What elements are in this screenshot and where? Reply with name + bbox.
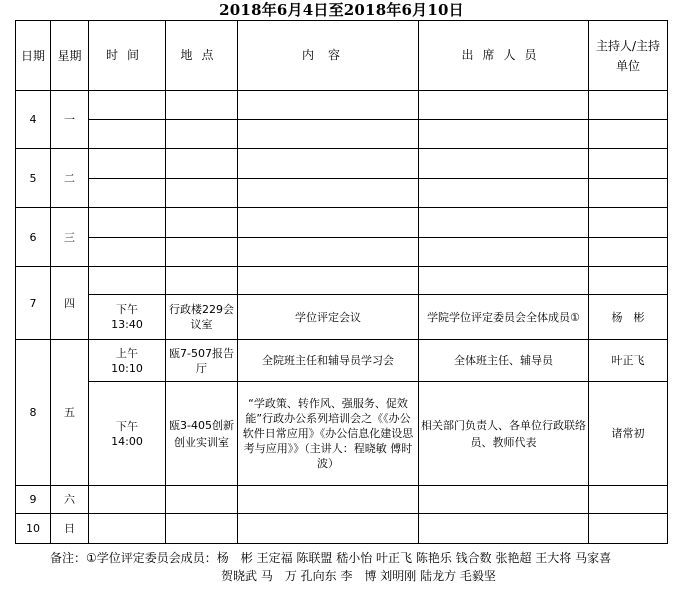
event-period: 下午	[116, 419, 138, 433]
weekday-cell: 二	[51, 149, 89, 208]
table-row	[16, 382, 668, 486]
event-place: 瓯7-507报告厅	[166, 340, 238, 382]
event-clock: 14:00	[111, 434, 143, 448]
table-row	[16, 295, 668, 340]
event-time	[89, 295, 166, 340]
event-host: 杨 彬	[589, 295, 668, 340]
event-content: 学位评定会议	[238, 295, 419, 340]
date-cell: 9	[16, 486, 51, 514]
date-cell: 7	[16, 267, 51, 340]
event-attendees: 学院学位评定委员会全体成员①	[419, 295, 589, 340]
header-place: 地点	[166, 21, 238, 91]
table-row	[16, 267, 668, 295]
footnote-line-2: 贺晓武 马 万 孔向东 李 博 刘明刚 陆龙方 毛毅坚	[221, 569, 496, 583]
event-host: 叶正飞	[589, 340, 668, 382]
event-time	[89, 382, 166, 486]
table-row	[16, 91, 668, 120]
event-host: 诸常初	[589, 382, 668, 486]
header-content: 内容	[238, 21, 419, 91]
date-cell: 8	[16, 340, 51, 486]
weekday-cell: 四	[51, 267, 89, 340]
weekday-cell: 日	[51, 514, 89, 544]
event-clock: 10:10	[111, 361, 143, 375]
event-content: “学政策、转作风、强服务、促效能”行政办公系列培训会之《《办公软件日常应用》《办公信息化建设思考与应用》》（主讲人：程晓敏 傅时波）	[238, 382, 419, 486]
header-host: 主持人/主持单位	[589, 21, 668, 91]
table-row	[16, 120, 668, 149]
table-row	[16, 179, 668, 208]
date-cell: 5	[16, 149, 51, 208]
event-period: 下午	[116, 303, 138, 316]
weekday-cell: 一	[51, 91, 89, 149]
footnote-line-1: 备注：①学位评定委员会成员：杨 彬 王定福 陈联盟 嵇小怡 叶正飞 陈艳乐 钱合数 张艳超 王大将 马家喜	[50, 551, 612, 565]
table-row	[16, 486, 668, 514]
date-cell: 6	[16, 208, 51, 267]
header-attendees: 出席人员	[419, 21, 589, 91]
weekday-cell: 六	[51, 486, 89, 514]
date-cell: 4	[16, 91, 51, 149]
event-attendees: 相关部门负责人、各单位行政联络员、教师代表	[419, 382, 589, 486]
event-clock: 13:40	[111, 318, 143, 331]
event-content: 全院班主任和辅导员学习会	[238, 340, 419, 382]
schedule-table	[15, 20, 668, 544]
weekday-cell: 五	[51, 340, 89, 486]
table-row	[16, 208, 668, 238]
event-place: 行政楼229会议室	[166, 295, 238, 340]
table-row	[16, 340, 668, 382]
table-row	[16, 238, 668, 267]
event-attendees: 全体班主任、辅导员	[419, 340, 589, 382]
header-weekday: 星期	[51, 21, 89, 91]
date-cell: 10	[16, 514, 51, 544]
weekday-cell: 三	[51, 208, 89, 267]
event-place: 瓯3-405创新创业实训室	[166, 382, 238, 486]
event-time	[89, 340, 166, 382]
event-period: 上午	[116, 346, 138, 360]
page-title: 2018年6月4日至2018年6月10日	[219, 1, 464, 19]
table-row	[16, 149, 668, 179]
header-time: 时间	[89, 21, 166, 91]
header-date: 日期	[16, 21, 51, 91]
table-row	[16, 514, 668, 544]
header-row	[16, 21, 668, 91]
footnote	[50, 549, 670, 585]
